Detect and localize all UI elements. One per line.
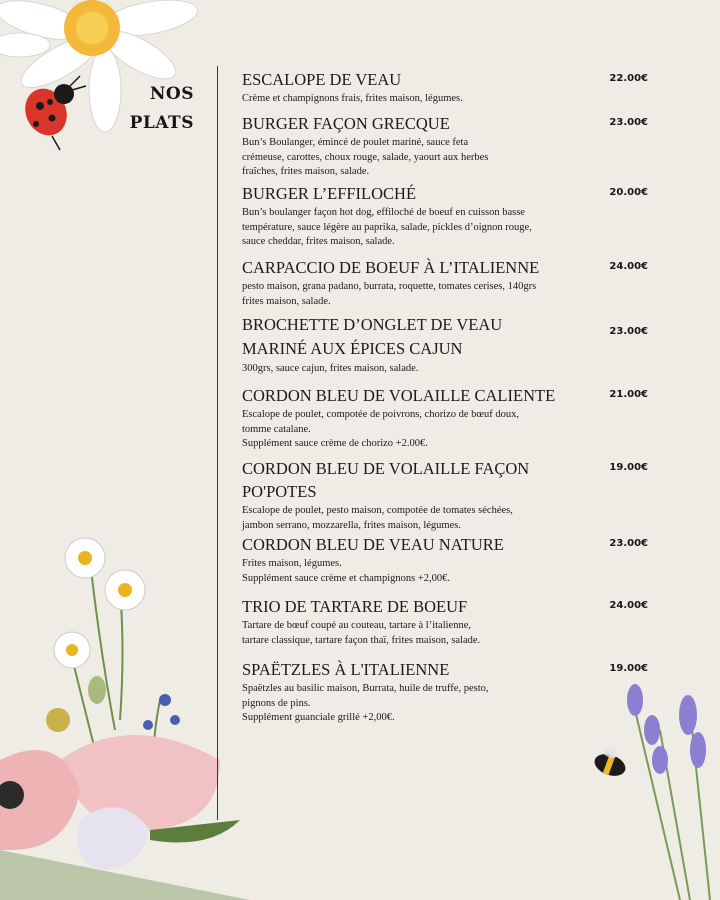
description-line: Spaëtzles au basilic maison, Burrata, huile de truffe, pesto,: [242, 683, 489, 695]
menu-item-price: 23.00€: [609, 326, 648, 337]
menu-item: [242, 595, 648, 658]
menu-item-body: [242, 533, 592, 586]
menu-item-description: [242, 682, 592, 726]
menu-item-body: [242, 457, 592, 533]
menu-item-price: 24.00€: [609, 600, 648, 612]
menu-item-price: 23.00€: [609, 538, 648, 550]
vertical-divider: [217, 66, 218, 820]
description-line: Supplément guanciale grillé +2,00€.: [242, 712, 395, 724]
menu-item-price: 19.00€: [609, 663, 648, 675]
section-title: [128, 80, 194, 138]
menu-item-description: [242, 136, 592, 180]
description-line: pesto maison, grana padano, burrata, roquette, tomates cerises, 140grs: [242, 281, 537, 292]
section-title-line2: PLATS: [129, 113, 194, 133]
menu-item-body: [242, 182, 592, 250]
menu-item-description: [242, 504, 592, 533]
menu-item: [242, 112, 648, 182]
menu-item-title: CORDON BLEU DE VOLAILLE CALIENTE: [242, 386, 556, 405]
menu-item-title: BURGER FAÇON GRECQUE: [242, 114, 450, 133]
section-title-line1: NOS: [149, 84, 194, 104]
description-line: tomme catalane.: [242, 423, 311, 435]
description-line: Crème et champignons frais, frites maison, légumes.: [242, 93, 463, 104]
menu-item: [242, 658, 648, 728]
description-line: Supplément sauce crème de chorizo +2.00€.: [242, 438, 428, 450]
menu-item-title: CORDON BLEU DE VEAU NATURE: [242, 535, 504, 555]
menu-item-description: [242, 362, 592, 377]
menu-item: [242, 384, 648, 457]
description-line: Tartare de bœuf coupé au couteau, tartare à l’italienne,: [242, 620, 471, 632]
menu-item: [242, 533, 648, 595]
menu-item-body: [242, 595, 592, 648]
menu-item-price: 24.00€: [609, 261, 648, 272]
description-line: tartare classique, tartare façon thaï, frites maison, salade.: [242, 634, 481, 646]
menu-list: [242, 68, 648, 728]
menu-item: [242, 256, 648, 313]
menu-item: [242, 313, 648, 384]
description-line: Escalope de poulet, compotée de poivrons, chorizo de bœuf doux,: [242, 409, 520, 420]
description-line: pignons de pins.: [242, 697, 311, 709]
menu-item-description: [242, 557, 592, 586]
menu-item-price: 22.00€: [609, 73, 648, 84]
description-line: Bun’s Boulanger, émincé de poulet mariné, sauce feta: [242, 137, 469, 148]
menu-item-body: [242, 68, 592, 107]
menu-item-title: ESCALOPE DE VEAU: [242, 70, 402, 89]
description-line: frites maison, salade.: [242, 295, 331, 307]
menu-item-description: [242, 619, 592, 648]
description-line: fraîches, frites maison, salade.: [242, 166, 370, 178]
description-line: jambon serrano, mozzarella, frites maison, légumes.: [242, 519, 461, 531]
menu-item-title: CORDON BLEU DE VOLAILLE FAÇON PO'POTES: [242, 459, 530, 501]
menu-item: [242, 68, 648, 112]
menu-item-title: SPAËTZLES À L'ITALIENNE: [242, 660, 450, 680]
menu-item-description: [242, 92, 592, 107]
description-line: crémeuse, carottes, choux rouge, salade, yaourt aux herbes: [242, 151, 489, 163]
menu-item-price: 21.00€: [609, 389, 648, 400]
menu-item-body: [242, 313, 592, 377]
description-line: Frites maison, légumes.: [242, 558, 342, 570]
menu-item-title: CARPACCIO DE BOEUF À L’ITALIENNE: [242, 258, 540, 277]
menu-item-description: [242, 206, 592, 250]
menu-item-price: 23.00€: [609, 117, 648, 128]
description-line: sauce cheddar, frites maison, salade.: [242, 236, 395, 248]
menu-item-body: [242, 112, 592, 180]
description-line: température, sauce légère au paprika, salade, pickles d’oignon rouge,: [242, 221, 532, 233]
ladybug-icon: [12, 66, 92, 156]
menu-item-price: 19.00€: [609, 462, 648, 473]
menu-item: [242, 182, 648, 256]
menu-item-body: [242, 384, 592, 452]
menu-item-body: [242, 658, 592, 726]
description-line: Escalope de poulet, pesto maison, compotée de tomates séchées,: [242, 505, 513, 516]
menu-item-title: BURGER L’EFFILOCHÉ: [242, 184, 417, 203]
menu-item-title: BROCHETTE D’ONGLET DE VEAU MARINÉ AUX ÉPICES CAJUN: [242, 315, 503, 358]
menu-item-price: 20.00€: [609, 187, 648, 198]
menu-item-title: TRIO DE TARTARE DE BOEUF: [242, 597, 468, 617]
menu-item: [242, 457, 648, 533]
wildflowers-illustration: [0, 530, 250, 900]
menu-item-body: [242, 256, 592, 309]
menu-item-description: [242, 280, 592, 309]
menu-item-description: [242, 408, 592, 452]
description-line: Supplément sauce crème et champignons +2,00€.: [242, 572, 450, 584]
description-line: 300grs, sauce cajun, frites maison, salade.: [242, 363, 419, 374]
description-line: Bun’s boulanger façon hot dog, effiloché de boeuf en cuisson basse: [242, 207, 525, 218]
